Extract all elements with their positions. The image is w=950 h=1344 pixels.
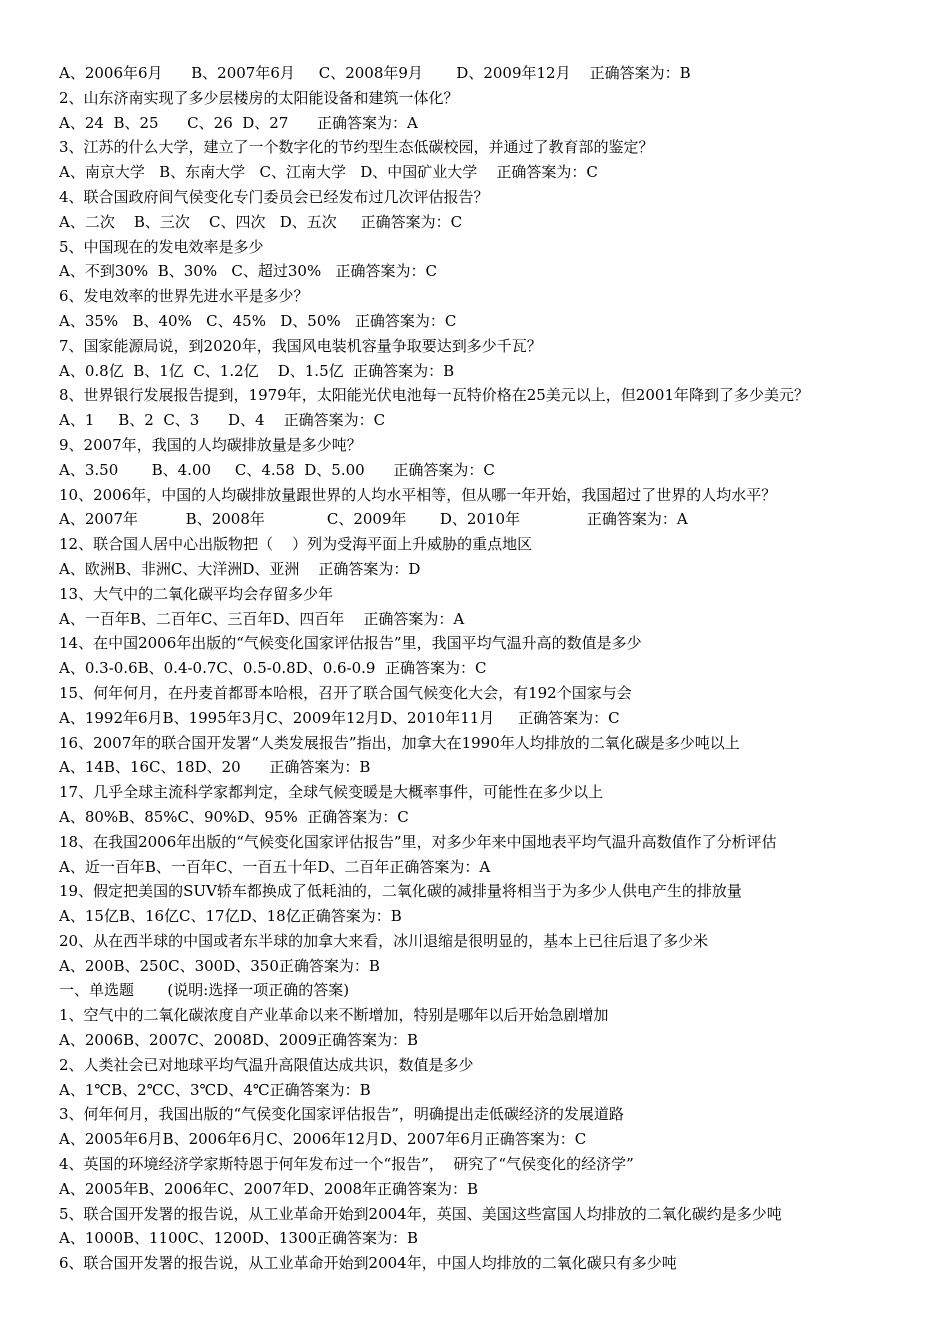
text-line: 14、在中国2006年出版的“气候变化国家评估报告”里，我国平均气温升高的数值是多少: [59, 634, 642, 653]
text-line: 16、2007年的联合国开发署“人类发展报告”指出，加拿大在1990年人均排放的二氧化碳是多少吨以上: [59, 733, 740, 752]
text-line: A、3.50 B、4.00 C、4.58 D、5.00 正确答案为：C: [59, 460, 495, 479]
text-line: 4、英国的环境经济学家斯特恩于何年发布过一个“报告”， 研究了“气侯变化的经济学”: [59, 1155, 634, 1174]
text-line: 20、从在西半球的中国或者东半球的加拿大来看，冰川退缩是很明显的，基本上已往后退了多少米: [59, 931, 709, 950]
text-line: A、1000B、1100C、1200D、1300正确答案为：B: [59, 1229, 419, 1248]
document-page: [59, 61, 939, 1276]
text-line: 1、空气中的二氧化碳浓度自产业革命以来不断增加，特别是哪年以后开始急剧增加: [59, 1006, 609, 1025]
text-line: 19、假定把美国的SUV轿车都换成了低耗油的，二氧化碳的减排量将相当于为多少人供电产生的排放量: [59, 882, 742, 901]
text-line: 17、几乎全球主流科学家都判定，全球气候变暖是大概率事件，可能性在多少以上: [59, 783, 604, 802]
text-line: 6、发电效率的世界先进水平是多少？: [59, 287, 309, 306]
text-line: A、1992年6月B、1995年3月C、2009年12月D、2010年11月 正确答案为：C: [59, 708, 620, 727]
text-line: 15、何年何月，在丹麦首都哥本哈根，召开了联合国气候变化大会，有192个国家与会: [59, 683, 632, 702]
text-line: A、2007年 B、2008年 C、2009年 D、2010年 正确答案为：A: [59, 510, 688, 529]
text-line: A、2005年B、2006年C、2007年D、2008年正确答案为：B: [59, 1179, 479, 1198]
text-line: 9、2007年，我国的人均碳排放量是多少吨？: [59, 435, 362, 454]
text-line: A、不到30% B、30% C、超过30% 正确答案为：C: [59, 262, 437, 281]
text-line: A、1 B、2 C、3 D、4 正确答案为：C: [59, 411, 386, 430]
text-line: 13、大气中的二氧化碳平均会存留多少年: [59, 584, 334, 603]
text-line: A、南京大学 B、东南大学 C、江南大学 D、中国矿业大学 正确答案为：C: [59, 163, 598, 182]
text-line: A、近一百年B、一百年C、一百五十年D、二百年正确答案为：A: [59, 857, 491, 876]
text-line: 10、2006年，中国的人均碳排放量跟世界的人均水平相等，但从哪一年开始，我国超过了世界的人均水平？: [59, 485, 777, 504]
text-line: 12、联合国人居中心出版物把（ ）列为受海平面上升威胁的重点地区: [59, 535, 533, 554]
text-line: A、2005年6月B、2006年6月C、2006年12月D、2007年6月正确答案为：C: [59, 1130, 587, 1149]
text-line: 2、人类社会已对地球平均气温升高限值达成共识，数值是多少: [59, 1055, 474, 1074]
text-line: 18、在我国2006年出版的“气候变化国家评估报告”里，对多少年来中国地表平均气温升高数值作了分析评估: [59, 832, 777, 851]
text-line: 7、国家能源局说，到2020年，我国风电装机容量争取要达到多少千瓦？: [59, 336, 542, 355]
text-line: A、200B、250C、300D、350正确答案为：B: [59, 956, 380, 975]
text-line: A、0.3-0.6B、0.4-0.7C、0.5-0.8D、0.6-0.9 正确答案为：C: [59, 659, 487, 678]
text-line: A、80%B、85%C、90%D、95% 正确答案为：C: [59, 807, 409, 826]
text-line: 8、世界银行发展报告提到，1979年，太阳能光伏电池每一瓦特价格在25美元以上，但2001年降到了多少美元？: [59, 386, 809, 405]
text-line: 6、联合国开发署的报告说，从工业革命开始到2004年，中国人均排放的二氧化碳只有多少吨: [59, 1254, 677, 1273]
text-line: A、35% B、40% C、45% D、50% 正确答案为：C: [59, 311, 457, 330]
text-line: 3、何年何月，我国出版的“气侯变化国家评估报告”，明确提出走低碳经济的发展道路: [59, 1105, 624, 1124]
text-line: 3、江苏的什么大学，建立了一个数字化的节约型生态低碳校园，并通过了教育部的鉴定？: [59, 138, 654, 157]
text-line: A、2006年6月 B、2007年6月 C、2008年9月 D、2009年12月 正确答案为：B: [59, 64, 691, 82]
text-line: A、一百年B、二百年C、三百年D、四百年 正确答案为：A: [59, 609, 465, 628]
text-line: A、14B、16C、18D、20 正确答案为：B: [59, 758, 371, 777]
text-line: A、1℃B、2℃C、3℃D、4℃正确答案为：B: [59, 1080, 371, 1099]
text-line: A、24 B、25 C、26 D、27 正确答案为：A: [59, 113, 418, 132]
text-line: A、欧洲B、非洲C、大洋洲D、亚洲 正确答案为：D: [59, 559, 421, 578]
text-line: 一、单选题 (说明:选择一项正确的答案): [59, 981, 350, 1000]
text-line: A、2006B、2007C、2008D、2009正确答案为：B: [59, 1031, 419, 1050]
text-line: A、15亿B、16亿C、17亿D、18亿正确答案为：B: [59, 907, 402, 926]
text-line: A、二次 B、三次 C、四次 D、五次 正确答案为：C: [59, 212, 463, 231]
text-line: 4、联合国政府间气侯变化专门委员会已经发布过几次评估报告？: [59, 187, 489, 206]
text-line: 5、中国现在的发电效率是多少: [59, 237, 264, 256]
text-line: 2、山东济南实现了多少层楼房的太阳能设备和建筑一体化？: [59, 88, 459, 107]
text-line: A、0.8亿 B、1亿 C、1.2亿 D、1.5亿 正确答案为：B: [59, 361, 455, 380]
text-line: 5、联合国开发署的报告说，从工业革命开始到2004年，英国、美国这些富国人均排放的二氧化碳约是多少吨: [59, 1204, 782, 1223]
